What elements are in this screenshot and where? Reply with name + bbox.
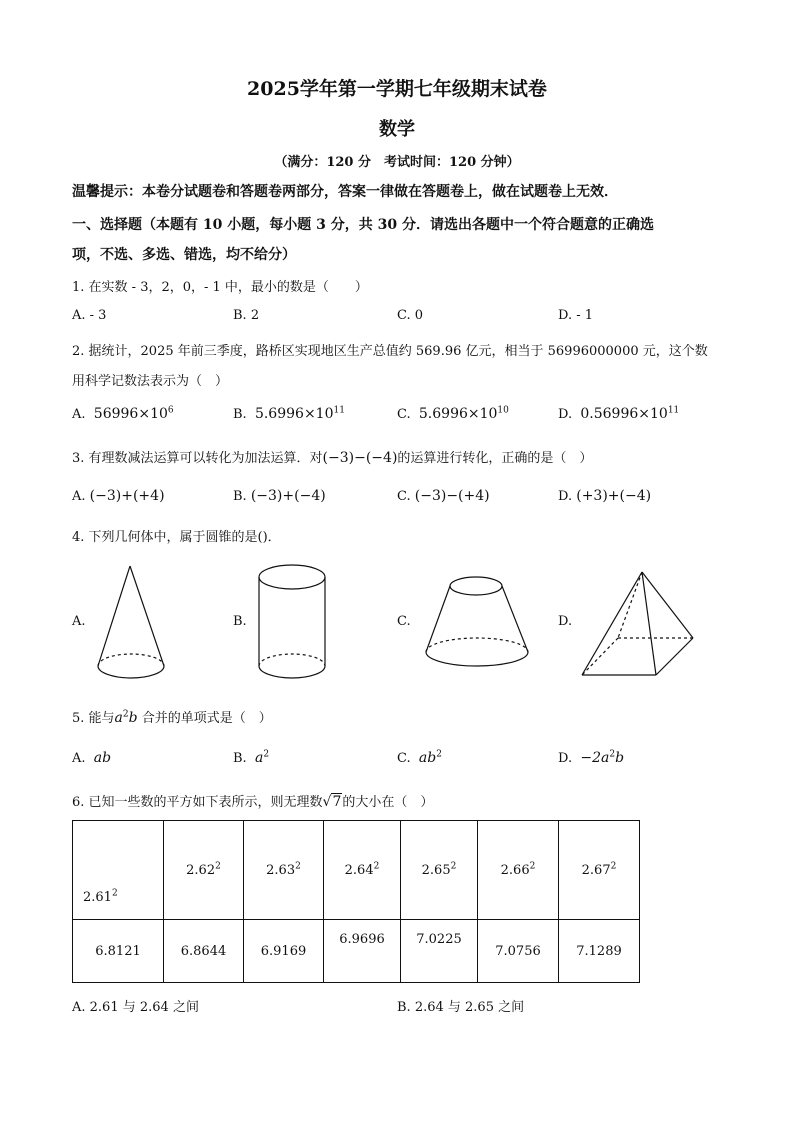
- q3-option-a: [72, 488, 165, 504]
- q2-option-a-letter: A.: [72, 407, 86, 422]
- base-value: 2.64: [344, 862, 374, 878]
- section-heading-line2: 项，不选、多选、错选，均不给分）: [72, 247, 296, 263]
- base-value: 2.66: [500, 862, 530, 878]
- q5-stem-b: b: [128, 710, 138, 726]
- q5-option-b: [233, 750, 269, 766]
- q3-option-d-expr: (+3)+(−4): [576, 488, 652, 504]
- table-cell: [559, 821, 640, 920]
- q5-option-d-post: b: [615, 750, 625, 766]
- cone-figure: [90, 562, 175, 687]
- q2-option-d: [558, 406, 679, 422]
- q5-option-a: [72, 750, 111, 766]
- q2-option-b: [233, 406, 345, 422]
- q1-option-c: C. 0: [397, 308, 424, 323]
- exponent: 2: [295, 861, 301, 872]
- base-value: 2.62: [186, 862, 216, 878]
- q2-option-a-exponent: 6: [167, 405, 174, 416]
- q5-option-d: [558, 750, 624, 766]
- q4-option-c-letter: C.: [397, 614, 411, 629]
- q5-option-b-exp: 2: [263, 749, 270, 760]
- q5-option-a-letter: A.: [72, 751, 86, 766]
- q2-option-a-mantissa: 56996×10: [93, 406, 168, 422]
- table-row-bases: [73, 821, 640, 920]
- q3-option-d: [558, 488, 651, 504]
- table-cell: 6.8644: [164, 920, 244, 983]
- q5-option-d-exp: 2: [609, 749, 616, 760]
- q5-option-d-pre: −2a: [580, 750, 610, 766]
- exponent: 2: [610, 861, 617, 872]
- q5-option-b-letter: B.: [233, 751, 247, 766]
- q2-option-b-exponent: 11: [333, 405, 345, 416]
- q6-stem-pre: 6. 已知一些数的平方如下表所示，则无理数: [72, 795, 323, 810]
- q2-option-c-exponent: 10: [497, 405, 509, 416]
- q6-stem-post: 的大小在（ ）: [342, 795, 434, 810]
- base-value: 2.65: [421, 862, 451, 878]
- q3-stem-pre: 3. 有理数减法运算可以转化为加法运算．对: [72, 451, 323, 466]
- q1-option-d: D. - 1: [558, 308, 594, 323]
- q5-stem-exp: 2: [122, 709, 129, 720]
- exam-info: （满分：120 分 考试时间：120 分钟）: [274, 155, 520, 170]
- q3-stem-expr: (−3)−(−4): [322, 450, 398, 466]
- q5-stem-pre: 5. 能与: [72, 711, 115, 726]
- q5-option-c-base: ab: [418, 750, 437, 766]
- exponent: 2: [373, 861, 380, 872]
- exponent: 2: [111, 888, 118, 899]
- exponent: 2: [450, 861, 457, 872]
- exam-title: 2025学年第一学期七年级期末试卷: [247, 78, 547, 100]
- q2-option-d-letter: D.: [558, 407, 573, 422]
- q3-option-b: [233, 488, 326, 504]
- q3-option-c: [397, 488, 490, 504]
- q4-option-d-letter: D.: [558, 614, 573, 629]
- q5-option-d-letter: D.: [558, 751, 573, 766]
- q2-option-c: [397, 406, 509, 422]
- q3-option-c-expr: (−3)−(+4): [414, 488, 490, 504]
- q3-option-a-letter: A.: [72, 489, 86, 504]
- q5-stem-post: 合并的单项式是（ ）: [137, 711, 272, 726]
- q3-option-c-letter: C.: [397, 489, 411, 504]
- q3-option-a-expr: (−3)+(+4): [89, 488, 165, 504]
- subject-title: 数学: [379, 119, 415, 140]
- q1-option-b: B. 2: [233, 308, 260, 323]
- q5-option-c-exp: 2: [436, 749, 442, 760]
- notice-text: 温馨提示：本卷分试题卷和答题卷两部分，答案一律做在答题卷上，做在试题卷上无效．: [72, 184, 618, 200]
- q5-stem: [72, 707, 272, 726]
- section-heading-line1: 一、选择题（本题有 10 小题，每小题 3 分，共 30 分．请选出各题中一个符合题意的正确选: [72, 217, 654, 233]
- q2-option-b-letter: B.: [233, 407, 247, 422]
- q2-option-b-mantissa: 5.6996×10: [254, 406, 334, 422]
- table-row-squares: [73, 920, 640, 983]
- q2-stem-line1: 2. 据统计，2025 年前三季度，路桥区实现地区生产总值约 569.96 亿元，相当于 56996000000 元，这个数: [72, 344, 708, 359]
- table-cell: 7.0756: [478, 920, 559, 983]
- table-cell: 7.0225: [401, 920, 478, 983]
- table-cell: [73, 821, 164, 920]
- q2-option-c-letter: C.: [397, 407, 411, 422]
- cylinder-figure: [255, 560, 335, 685]
- exponent: 2: [529, 861, 536, 872]
- q5-option-c: [397, 750, 442, 766]
- table-cell: 6.8121: [73, 920, 164, 983]
- q6-stem: [72, 791, 433, 810]
- sqrt-symbol: √: [322, 794, 332, 810]
- q5-option-a-body: ab: [93, 750, 112, 766]
- table-cell: [244, 821, 324, 920]
- base-value: 2.63: [266, 862, 296, 878]
- q4-stem: 4. 下列几何体中，属于圆锥的是()．: [72, 530, 281, 545]
- q4-option-b-letter: B.: [233, 614, 247, 629]
- table-cell: [478, 821, 559, 920]
- q2-option-d-exponent: 11: [667, 405, 680, 416]
- table-cell: [401, 821, 478, 920]
- q2-option-d-mantissa: 0.56996×10: [580, 406, 668, 422]
- q6-radicand: 7: [332, 794, 342, 810]
- q5-stem-a: a: [114, 710, 123, 726]
- q1-option-a: A. - 3: [72, 308, 107, 323]
- frustum-figure: [420, 572, 535, 677]
- q5-option-b-base: a: [254, 750, 264, 766]
- q3-stem-post: 的运算进行转化，正确的是（ ）: [397, 451, 593, 466]
- q1-stem: 1. 在实数 - 3，2，0，- 1 中，最小的数是（ ）: [72, 280, 368, 295]
- q2-option-c-mantissa: 5.6996×10: [418, 406, 498, 422]
- base-value: 2.67: [581, 862, 611, 878]
- q3-option-b-expr: (−3)+(−4): [250, 488, 326, 504]
- base-value: 2.61: [83, 890, 112, 905]
- q4-option-a-letter: A.: [72, 614, 86, 629]
- q6-option-b: B. 2.64 与 2.65 之间: [397, 1000, 525, 1015]
- q5-option-c-letter: C.: [397, 751, 411, 766]
- exponent: 2: [215, 861, 221, 872]
- q3-option-b-letter: B.: [233, 489, 247, 504]
- table-cell: [324, 821, 401, 920]
- table-cell: [164, 821, 244, 920]
- q3-option-d-letter: D.: [558, 489, 573, 504]
- q2-option-a: [72, 406, 174, 422]
- table-cell: 7.1289: [559, 920, 640, 983]
- table-cell: 6.9696: [324, 920, 401, 983]
- squares-table: [72, 820, 640, 983]
- pyramid-figure: [578, 568, 703, 683]
- q6-option-a: A. 2.61 与 2.64 之间: [72, 1000, 199, 1015]
- q2-stem-line2: 用科学记数法表示为（ ）: [72, 374, 229, 389]
- q3-stem: [72, 447, 592, 466]
- table-cell: 6.9169: [244, 920, 324, 983]
